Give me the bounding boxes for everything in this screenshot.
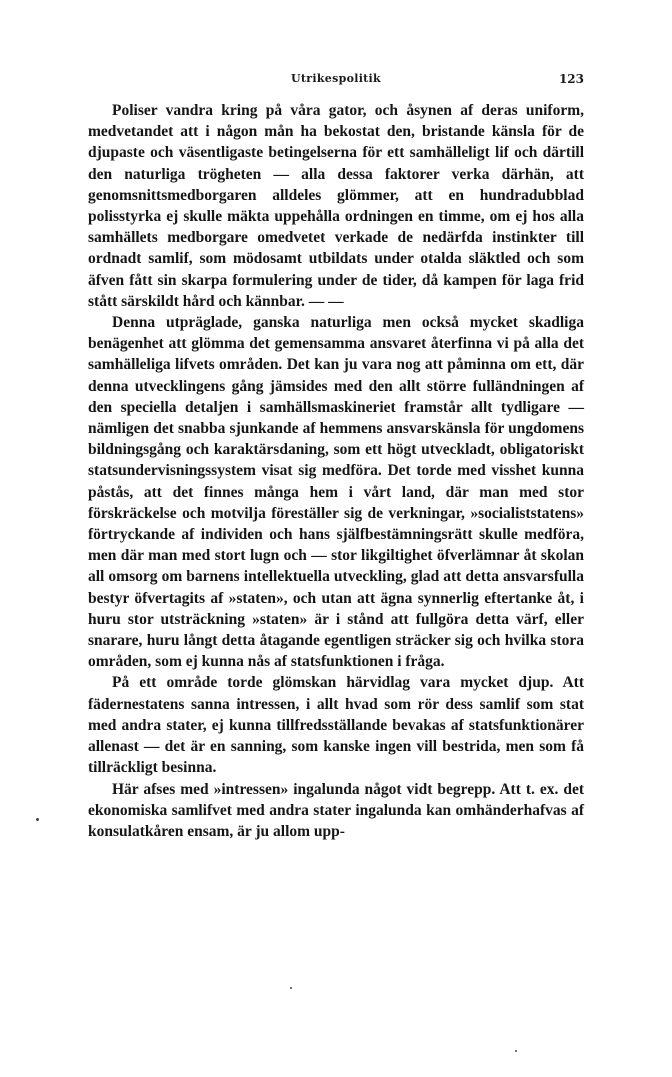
paragraph-1: Poliser vandra kring på våra gator, och åsynen af deras uniform, medvetandet att i någon mån ha bekostat den, bristande känsla för de djupaste och väsentligaste betingelserna för ett samhälleligt lif och därtill den naturliga trögheten — alla dessa faktorer verka därhän, att genomsnittsmedborgaren alldeles glömmer, att en hundradubblad polisstyrka ej skulle mäkta uppehålla ordningen en timme, om ej hos alla samhällets medborgare omedvetet verkade de nedärfda instinkter till ordnadt samlif, som mödosamt utbildats under otalda släktled och som äfven fått sin skarpa formulering under de tider, då kampen för laga frid stått särskildt hård och kännbar. — — — [88, 102, 584, 310]
running-title: Utrikespolitik — [291, 72, 381, 85]
running-header — [88, 72, 584, 92]
page-number: 123 — [558, 72, 584, 86]
margin-speck — [515, 1050, 517, 1052]
paragraph-4: Här afses med »intressen» ingalunda något vidt begrepp. Att t. ex. det ekonomiska samlifvet med andra stater ingalunda kan omhänderhafvas af konsulatkåren ensam, är ju allom upp- — [88, 780, 584, 840]
margin-speck — [290, 987, 292, 989]
margin-speck — [36, 818, 39, 821]
body-text — [88, 100, 584, 842]
paragraph-3: På ett område torde glömskan härvidlag vara mycket djup. Att fädernestatens sanna intressen, i allt hvad som rör dess samlif som stat med andra stater, ej kunna tillfredsställande bevakas af statsfunktionärer allenast — det är en sanning, som kanske ingen vill bestrida, men som få tillräckligt besinna. — [88, 674, 584, 777]
paragraph-2: Denna utpräglade, ganska naturliga men också mycket skadliga benägenhet att glömma det gemensamma ansvaret återfinna vi på alla det samhälleliga lifvets områden. Det kan ju vara nog att påminna om ett, där denna utvecklingens gång jämsides med den allt större fulländningen af den speciella detaljen i samhällsmaskineriet framstår allt tydligare — nämligen det snabba sjunkande af hemmens ansvarskänsla för ungdomens bildningsgång och karaktärsdaning, som ett högt utveckladt, obligatoriskt statsundervisningssystem visat sig medföra. Det torde med visshet kunna påstås, att det finnes många hem i vårt land, där man med stor förskräckelse och motvilja föreställer sig de verkningar, »socialiststatens» förtryckande af individen och hans själfbestämningsrätt skulle medföra, men där man med stort lugn och — stor likgiltighet öfverlämnar åt skolan all omsorg om barnens intellektuella utveckling, glad att detta ansvarsfulla bestyr öfvertagits af »staten», och utan att ägna synnerlig eftertanke åt, i huru stor utsträckning »staten» är i stånd att fullgöra detta värf, eller snarare, huru långt detta åtagande egentligen sträcker sig och hvilka stora områden, som ej kunna nås af statsfunktionen i fråga. — [88, 314, 584, 671]
